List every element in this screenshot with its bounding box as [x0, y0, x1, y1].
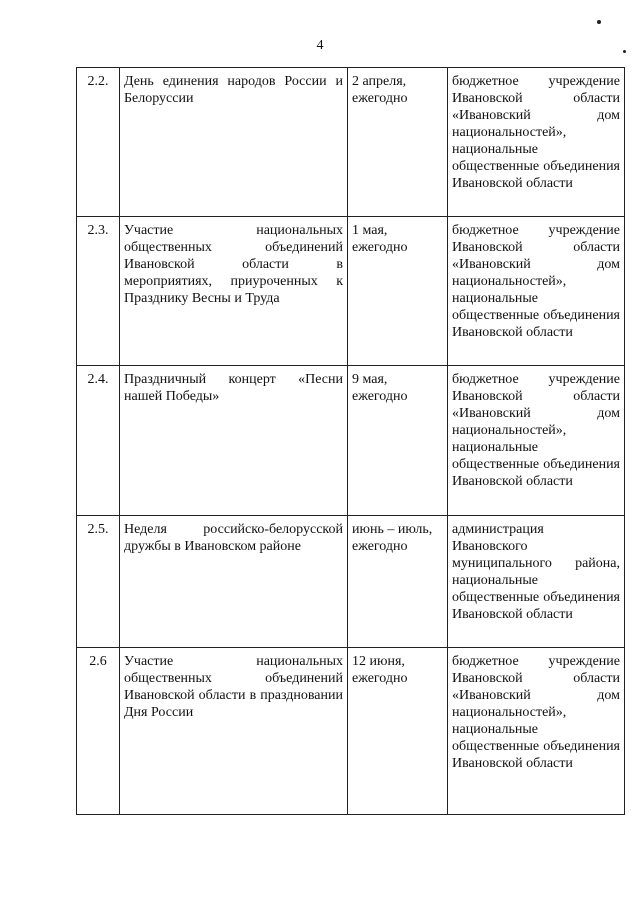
table-row	[77, 366, 625, 516]
responsible-org: бюджетное учреждение Ивановской области «Ивановский дом национальностей», национальные общественные объединения Ивановской области	[448, 648, 625, 815]
event-date: июнь – июль, ежегодно	[348, 516, 448, 648]
responsible-org: бюджетное учреждение Ивановской области «Ивановский дом национальностей», национальные общественные объединения Ивановской области	[448, 68, 625, 217]
responsible-org: администрация Ивановского муниципального района, национальные общественные объединения Ивановской области	[448, 516, 625, 648]
events-table	[76, 67, 625, 815]
event-date: 12 июня, ежегодно	[348, 648, 448, 815]
event-name: Участие национальных общественных объединений Ивановской области в мероприятиях, приуроченных к Празднику Весны и Труда	[120, 217, 348, 366]
row-number: 2.5.	[77, 516, 120, 648]
responsible-org: бюджетное учреждение Ивановской области «Ивановский дом национальностей», национальные общественные объединения Ивановской области	[448, 366, 625, 516]
row-number: 2.6	[77, 648, 120, 815]
event-name: День единения народов России и Белоруссии	[120, 68, 348, 217]
table-row	[77, 68, 625, 217]
event-name: Неделя российско-белорусской дружбы в Ивановском районе	[120, 516, 348, 648]
table-row	[77, 516, 625, 648]
event-date: 1 мая, ежегодно	[348, 217, 448, 366]
event-date: 2 апреля, ежегодно	[348, 68, 448, 217]
event-name: Участие национальных общественных объединений Ивановской области в праздновании Дня России	[120, 648, 348, 815]
event-date: 9 мая, ежегодно	[348, 366, 448, 516]
table-row	[77, 217, 625, 366]
scan-speck	[597, 20, 601, 24]
page-number: 4	[316, 38, 324, 53]
row-number: 2.4.	[77, 366, 120, 516]
row-number: 2.2.	[77, 68, 120, 217]
row-number: 2.3.	[77, 217, 120, 366]
responsible-org: бюджетное учреждение Ивановской области «Ивановский дом национальностей», национальные общественные объединения Ивановской области	[448, 217, 625, 366]
table-row	[77, 648, 625, 815]
event-name: Праздничный концерт «Песни нашей Победы»	[120, 366, 348, 516]
